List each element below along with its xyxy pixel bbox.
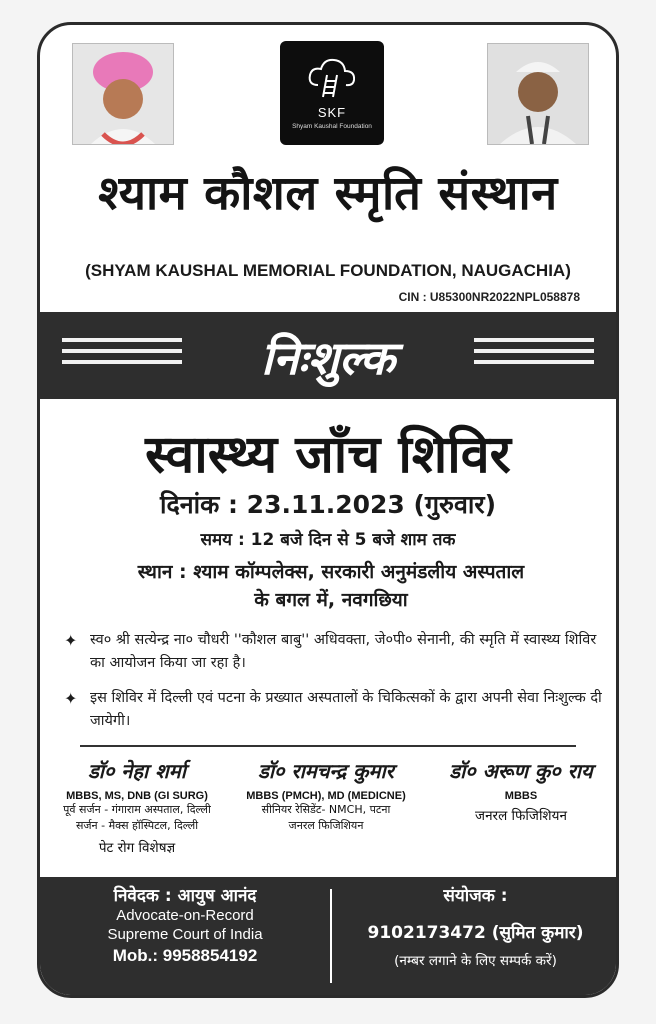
requester-mobile: Mob.: 9958854192 <box>112 946 258 965</box>
coordinator-phone: 9102173472 (सुमित कुमार) <box>367 923 584 943</box>
requester-name: निवेदक : आयुष आनंद <box>113 886 257 906</box>
logo-abbr: SKF <box>317 105 347 120</box>
skf-logo <box>280 41 384 145</box>
doctor-qualification: MBBS (PMCH), MD (MEDICNE) <box>246 790 406 802</box>
doctor-qualification: MBBS, MS, DNB (GI SURG) <box>66 790 208 802</box>
camp-date: दिनांक : 23.11.2023 (गुरुवार) <box>159 490 497 519</box>
decorative-lines-right <box>474 338 594 371</box>
camp-location <box>50 558 612 614</box>
list-item <box>58 687 608 733</box>
star-bullet-icon: ✦ <box>64 631 78 650</box>
free-label: निःशुल्क <box>260 331 396 385</box>
doctor-specialty: जनरल फिजिशियन <box>288 819 364 832</box>
foundation-title-hindi: श्याम कौशल स्मृति संस्थान <box>98 166 558 221</box>
requester-block <box>40 883 330 966</box>
foundation-title-english: (SHYAM KAUSHAL MEMORIAL FOUNDATION, NAUGACHIA) <box>85 261 571 280</box>
logo-full-name: Shyam Kaushal Foundation <box>292 123 372 130</box>
doctor-name: डॉ० नेहा शर्मा <box>88 759 186 783</box>
bullet-text: स्व० श्री सत्येन्द्र ना० चौधरी ''कौशल बाबु'' अधिवक्ता, जे०पी० सेनानी, की स्मृति में स्वास्थ्य शिविर का आयोजन किया जा रहा है। <box>90 632 597 671</box>
doctor-card-ramchandra <box>226 757 426 834</box>
requester-court: Supreme Court of India <box>107 926 263 943</box>
coordinator-label: संयोजक : <box>443 886 508 906</box>
doctor-position: सर्जन - मैक्स हॉस्पिटल, दिल्ली <box>75 819 199 832</box>
portrait-photo-right <box>487 43 589 145</box>
cloud-ladder-icon <box>280 55 384 103</box>
location-line-1: स्थान : श्याम कॉम्पलेक्स, सरकारी अनुमंडलीय अस्पताल <box>137 561 525 583</box>
registration-note: (नम्बर लगाने के लिए सम्पर्क करें) <box>394 953 557 969</box>
portrait-photo-left <box>72 43 174 145</box>
free-banner <box>40 312 616 399</box>
doctor-position: पूर्व सर्जन - गंगाराम अस्पताल, दिल्ली <box>63 803 211 816</box>
contact-footer <box>40 877 616 995</box>
doctor-position: सीनियर रेसिडेंट- NMCH, पटना <box>261 803 391 816</box>
coordinator-block <box>332 883 619 969</box>
camp-time: समय : 12 बजे दिन से 5 बजे शाम तक <box>200 530 456 550</box>
camp-title: स्वास्थ्य जाँच शिविर <box>145 425 511 485</box>
requester-title: Advocate-on-Record <box>116 907 254 924</box>
cin-number: CIN : U85300NR2022NPL058878 <box>398 290 580 304</box>
doctor-card-neha <box>48 757 226 856</box>
poster-card <box>37 22 619 998</box>
doctor-specialty: जनरल फिजिशियन <box>475 808 567 824</box>
info-bullets <box>58 629 608 745</box>
doctor-specialty: पेट रोग विशेषज्ञ <box>98 840 176 856</box>
bullet-text: इस शिविर में दिल्ली एवं पटना के प्रख्यात अस्पतालों के चिकित्सकों के द्वारा अपनी सेवा निःशुल्क दी जायेगी। <box>90 690 602 729</box>
location-line-2: के बगल में, नवगछिया <box>254 589 408 611</box>
list-item <box>58 629 608 675</box>
doctor-qualification: MBBS <box>504 790 538 802</box>
star-bullet-icon: ✦ <box>64 689 78 708</box>
doctor-name: डॉ० अरूण कु० राय <box>449 759 593 783</box>
doctor-name: डॉ० रामचन्द्र कुमार <box>258 759 394 783</box>
doctor-card-arun <box>426 757 616 824</box>
section-divider <box>80 745 576 747</box>
